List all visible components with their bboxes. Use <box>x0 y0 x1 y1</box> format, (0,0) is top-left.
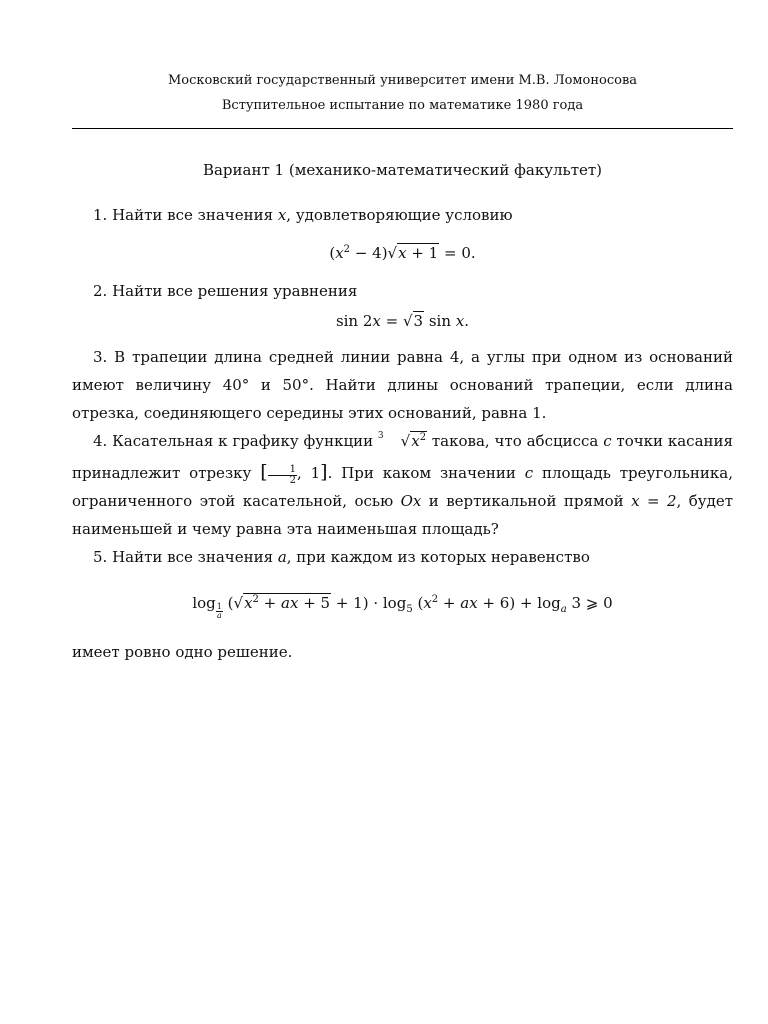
problem-number: 3. <box>93 348 108 366</box>
problem-5 <box>72 543 733 571</box>
math-var: c <box>603 432 612 450</box>
exam-page <box>72 68 733 666</box>
problem-text: такова, что абсцисса <box>427 432 604 450</box>
problem-text: , удовлетворяющие условию <box>286 206 513 224</box>
page-header <box>72 68 733 118</box>
problem-text: Касательная к графику функции <box>112 432 378 450</box>
problem-3 <box>72 343 733 427</box>
inequality-5: log $_{\frac{1}{a}}$ ($√x^2$ + ax + $5 + 1) \cdot \log_5 (x^2$ + ax + $6) + \log_a 3$ ⩾ 0 <box>192 594 613 620</box>
equation-2: sin 2x = √3 sin x. <box>335 312 470 330</box>
exam-title: Вступительное испытание по математике 1980 года <box>221 98 584 113</box>
problem-text: Найти все значения <box>112 206 278 224</box>
math-var: a <box>277 548 287 566</box>
problem-text: . При каком значении <box>327 464 525 482</box>
university-name: Московский государственный университет имени М.В. Ломоносова <box>167 73 638 88</box>
problem-5-tail: имеет ровно одно решение. <box>72 643 293 661</box>
problem-2 <box>72 277 733 305</box>
problem-1 <box>72 201 733 229</box>
equation-1: $(x^2 - 4)√x + 1 = 0$. <box>329 244 476 262</box>
problem-text: , будет наименьшей и чему равна эта наименьшая площадь? <box>72 492 733 538</box>
math-var: Ox <box>400 492 422 510</box>
problem-number: 4. <box>93 432 108 450</box>
cube-root-x2: $√x^2$ <box>400 432 427 450</box>
header-divider <box>72 128 733 129</box>
problem-4: 4. Касательная к графику функции $^3$ $√x^2$ такова, что абсцисса c точки касания принадлежит отрезку [ $\frac{1}{2}$ , 1]. При каком значении c площадь треугольника, ограниченного этой касательной, осью Ox и вертикальной прямой x = 2, будет наименьшей и чему равна эта наименьшая площадь? <box>72 427 733 543</box>
problem-text: Найти все значения <box>112 548 278 566</box>
problem-number: 5. <box>93 548 108 566</box>
math-expr: x = 2 <box>631 492 677 510</box>
problem-text: площадь треугольника, ограниченного этой касательной, осью <box>72 464 734 510</box>
problem-text: и вертикальной прямой <box>421 492 632 510</box>
variant-title: Вариант 1 (механико-математический факультет) <box>202 161 603 179</box>
problem-text: точки касания принадлежит отрезку <box>72 432 733 482</box>
problem-text: В трапеции длина средней линии равна 4, а углы при одном из оснований имеют величину 40° и 50°. Найти длины оснований трапеции, если длина отрезка, соединяющего середины этих оснований, равна 1. <box>72 348 733 422</box>
problem-number: 1. <box>93 206 108 224</box>
problem-number: 2. <box>93 282 108 300</box>
math-var: c <box>524 464 534 482</box>
math-var: x <box>277 206 287 224</box>
problem-text: Найти все решения уравнения <box>112 282 358 300</box>
problem-text: , при каждом из которых неравенство <box>286 548 590 566</box>
